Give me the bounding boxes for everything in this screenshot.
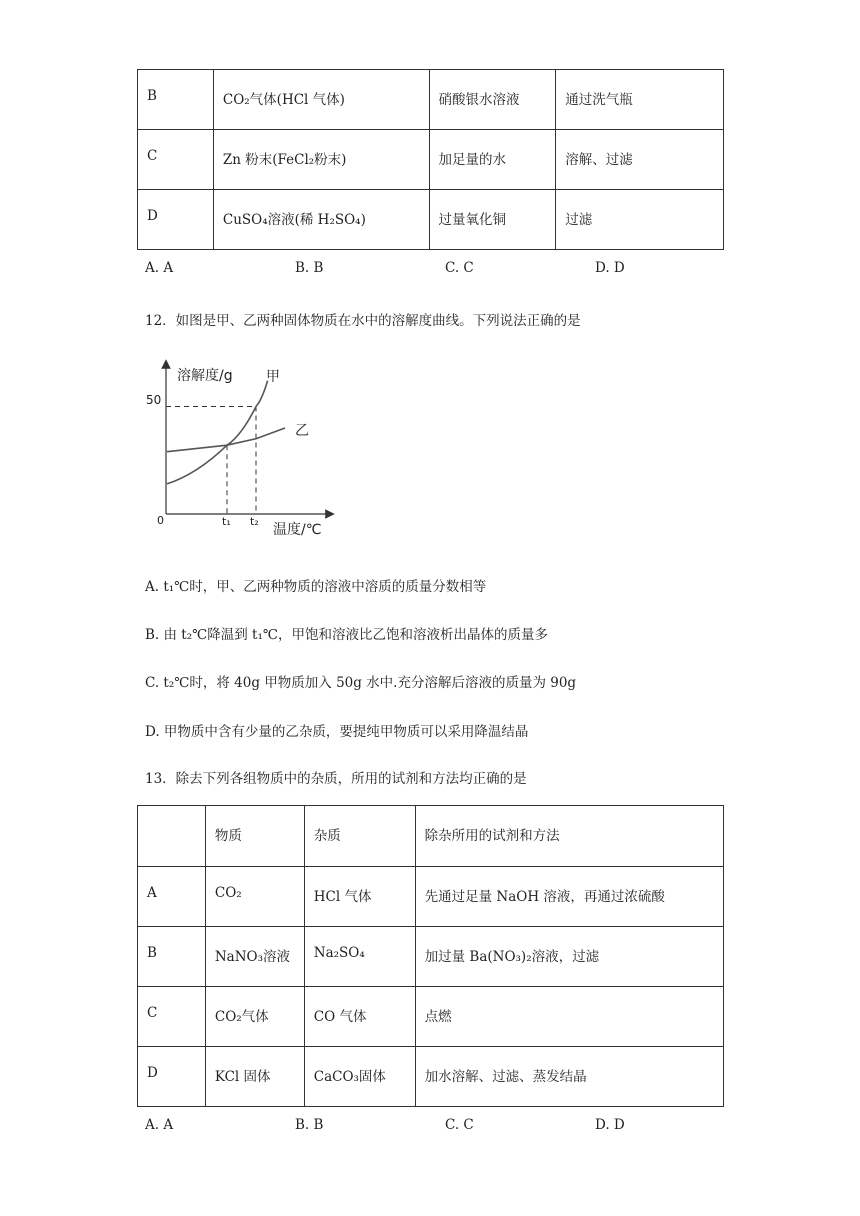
method-cell: 先通过足量 NaOH 溶液，再通过浓硫酸 bbox=[415, 867, 723, 927]
table-row bbox=[138, 190, 724, 250]
option-a[interactable]: A. A bbox=[145, 1117, 174, 1133]
impurity-cell: CO 气体 bbox=[304, 987, 415, 1047]
q12-option-b[interactable]: B. 由 t₂℃降温到 t₁℃，甲饱和溶液比乙饱和溶液析出晶体的质量多 bbox=[145, 627, 548, 643]
option-d[interactable]: D. D bbox=[595, 1117, 625, 1133]
substance-cell: CO₂ bbox=[205, 867, 304, 927]
substance-cell: CO₂气体(HCl 气体) bbox=[213, 70, 429, 130]
option-c[interactable]: C. C bbox=[445, 260, 474, 276]
table-row bbox=[138, 867, 724, 927]
option-b[interactable]: B. B bbox=[295, 260, 324, 276]
header-cell: 物质 bbox=[205, 806, 304, 867]
curve-jia bbox=[167, 381, 268, 484]
q12-option-d[interactable]: D. 甲物质中含有少量的乙杂质，要提纯甲物质可以采用降温结晶 bbox=[145, 724, 529, 740]
header-cell: 杂质 bbox=[304, 806, 415, 867]
row-label: A bbox=[138, 867, 206, 927]
q13-stem: 13．除去下列各组物质中的杂质，所用的试剂和方法均正确的是 bbox=[145, 771, 527, 787]
method-cell: 溶解、过滤 bbox=[556, 130, 724, 190]
substance-cell: Zn 粉末(FeCl₂粉末) bbox=[213, 130, 429, 190]
q13-options bbox=[145, 1117, 745, 1133]
reagent-cell: 过量氧化铜 bbox=[429, 190, 556, 250]
q12-stem: 12．如图是甲、乙两种固体物质在水中的溶解度曲线。下列说法正确的是 bbox=[145, 313, 581, 329]
table-row bbox=[138, 70, 724, 130]
impurity-cell: Na₂SO₄ bbox=[304, 927, 415, 987]
table-header-row bbox=[138, 806, 724, 867]
table-row bbox=[138, 927, 724, 987]
method-cell: 点燃 bbox=[415, 987, 723, 1047]
row-label: C bbox=[138, 130, 214, 190]
method-cell: 加过量 Ba(NO₃)₂溶液，过滤 bbox=[415, 927, 723, 987]
reagent-cell: 加足量的水 bbox=[429, 130, 556, 190]
option-b[interactable]: B. B bbox=[295, 1117, 324, 1133]
row-label: C bbox=[138, 987, 206, 1047]
table-row bbox=[138, 130, 724, 190]
option-a[interactable]: A. A bbox=[145, 260, 174, 276]
substance-cell: CO₂气体 bbox=[205, 987, 304, 1047]
impurity-cell: CaCO₃固体 bbox=[304, 1047, 415, 1107]
y-axis-label: 溶解度/g bbox=[177, 368, 233, 384]
origin-label: 0 bbox=[157, 514, 164, 527]
y-tick-label: 50 bbox=[146, 393, 162, 407]
x-axis-label: 温度/℃ bbox=[273, 522, 322, 538]
solubility-chart bbox=[145, 352, 345, 542]
table-q11 bbox=[137, 69, 724, 250]
q11-options bbox=[145, 260, 745, 276]
method-cell: 加水溶解、过滤、蒸发结晶 bbox=[415, 1047, 723, 1107]
row-label: B bbox=[138, 927, 206, 987]
option-c[interactable]: C. C bbox=[445, 1117, 474, 1133]
series-label-yi: 乙 bbox=[295, 423, 309, 439]
header-cell bbox=[138, 806, 206, 867]
method-cell: 通过洗气瓶 bbox=[556, 70, 724, 130]
row-label: D bbox=[138, 190, 214, 250]
curve-yi bbox=[167, 428, 285, 452]
method-cell: 过滤 bbox=[556, 190, 724, 250]
header-cell: 除杂所用的试剂和方法 bbox=[415, 806, 723, 867]
table-q13 bbox=[137, 805, 724, 1107]
row-label: B bbox=[138, 70, 214, 130]
q12-option-a[interactable]: A. t₁℃时，甲、乙两种物质的溶液中溶质的质量分数相等 bbox=[145, 579, 487, 595]
x-tick-label-t1: t₁ bbox=[222, 515, 231, 528]
table-row bbox=[138, 987, 724, 1047]
impurity-cell: HCl 气体 bbox=[304, 867, 415, 927]
option-d[interactable]: D. D bbox=[595, 260, 625, 276]
table-row bbox=[138, 1047, 724, 1107]
substance-cell: NaNO₃溶液 bbox=[205, 927, 304, 987]
substance-cell: CuSO₄溶液(稀 H₂SO₄) bbox=[213, 190, 429, 250]
row-label: D bbox=[138, 1047, 206, 1107]
reagent-cell: 硝酸银水溶液 bbox=[429, 70, 556, 130]
x-tick-label-t2: t₂ bbox=[250, 515, 259, 528]
substance-cell: KCl 固体 bbox=[205, 1047, 304, 1107]
series-label-jia: 甲 bbox=[266, 369, 280, 385]
q12-option-c[interactable]: C. t₂℃时，将 40g 甲物质加入 50g 水中.充分溶解后溶液的质量为 90g bbox=[145, 675, 577, 691]
